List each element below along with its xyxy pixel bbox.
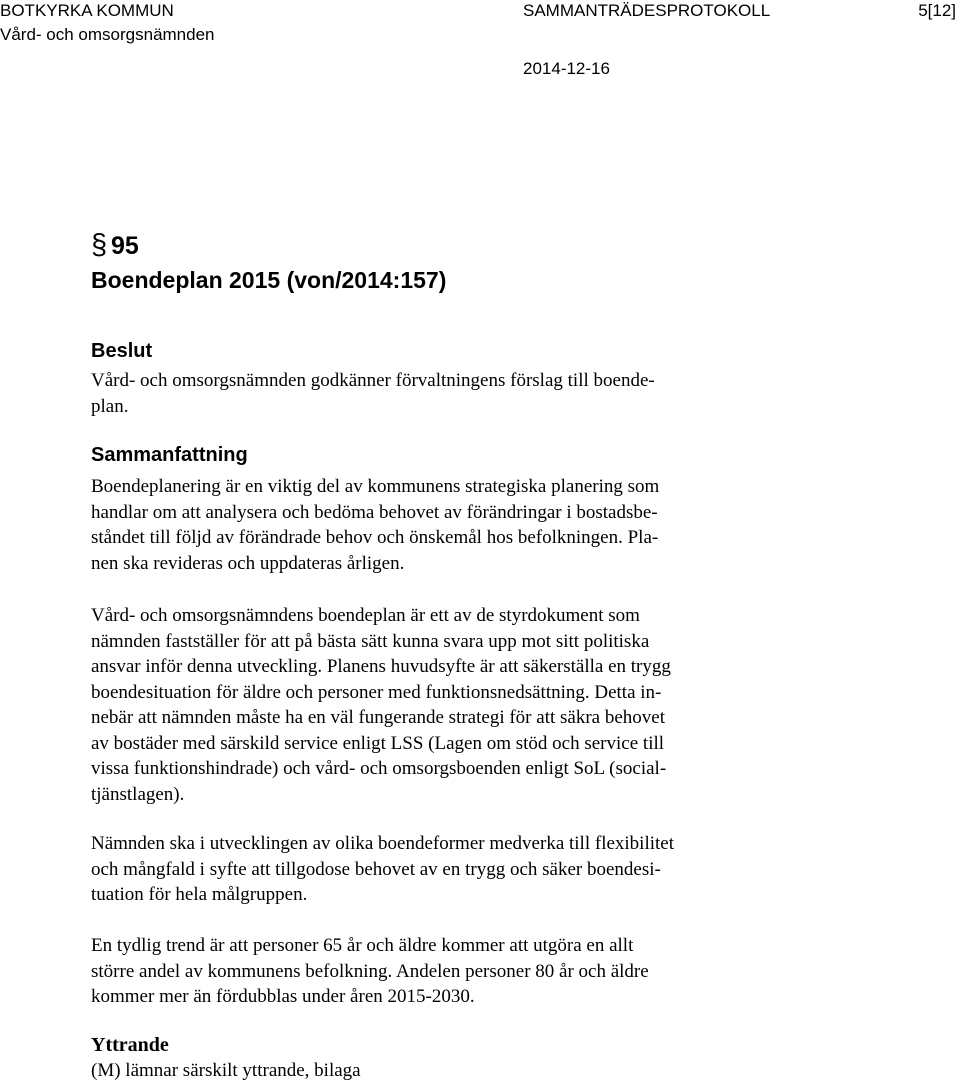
text-line: Vård- och omsorgsnämnden godkänner förvaltningens förslag till boende-: [91, 370, 655, 391]
text-line: boendesituation för äldre och personer med funktionsnedsättning. Detta in-: [91, 681, 662, 703]
text-line: nebär att nämnden måste ha en väl fungerande strategi för att säkra behovet: [91, 707, 665, 728]
beslut-heading: Beslut: [91, 340, 153, 362]
text-line: tjänstlagen).: [91, 783, 185, 805]
text-line: tuation för hela målgruppen.: [91, 884, 308, 905]
summary-paragraph-2: [91, 603, 811, 807]
beslut-text: [91, 368, 811, 419]
text-line: ståndet till följd av förändrade behov och önskemål hos befolkningen. Pla-: [91, 527, 659, 548]
text-line: av bostäder med särskild service enligt LSS (Lagen om stöd och service till: [91, 732, 665, 754]
text-line: ansvar inför denna utveckling. Planens huvudsyfte är att säkerställa en trygg: [91, 656, 671, 677]
sammanfattning-heading: Sammanfattning: [91, 444, 248, 466]
section-title: Boendeplan 2015 (von/2014:157): [91, 267, 447, 293]
text-line: nämnden fastställer för att på bästa sätt kunna svara upp mot sitt politiska: [91, 630, 650, 652]
summary-paragraph-1: [91, 474, 811, 576]
yttrande-text: [91, 1058, 811, 1084]
summary-paragraph-3: [91, 831, 811, 908]
yttrande-heading: Yttrande: [91, 1034, 169, 1056]
board-name: Vård- och omsorgsnämnden: [0, 25, 215, 44]
text-line: vissa funktionshindrade) och vård- och omsorgsboenden enligt SoL (social-: [91, 758, 667, 779]
summary-paragraph-4: [91, 933, 811, 1010]
text-line: Nämnden ska i utvecklingen av olika boendeformer medverka till flexibilitet: [91, 833, 675, 854]
organization-name: BOTKYRKA KOMMUN: [0, 1, 174, 20]
text-line: handlar om att analysera och bedöma behovet av förändringar i bostadsbe-: [91, 501, 658, 523]
section-number: 95: [111, 232, 139, 260]
text-line: kommer mer än fördubblas under åren 2015-2030.: [91, 986, 475, 1007]
text-line: (M) lämnar särskilt yttrande, bilaga: [91, 1060, 361, 1081]
text-line: och mångfald i syfte att tillgodose behovet av en trygg och säker boendesi-: [91, 858, 661, 880]
text-line: En tydlig trend är att personer 65 år och äldre kommer att utgöra en allt: [91, 935, 634, 956]
page-number: 5[12]: [918, 1, 956, 20]
text-line: Vård- och omsorgsnämndens boendeplan är ett av de styrdokument som: [91, 605, 640, 626]
text-line: plan.: [91, 395, 129, 417]
document-type: SAMMANTRÄDESPROTOKOLL: [523, 1, 771, 20]
meeting-date: 2014-12-16: [523, 59, 610, 78]
text-line: Boendeplanering är en viktig del av kommunens strategiska planering som: [91, 476, 660, 497]
section-symbol: §: [91, 229, 108, 261]
text-line: nen ska revideras och uppdateras årligen.: [91, 552, 405, 574]
text-line: större andel av kommunens befolkning. Andelen personer 80 år och äldre: [91, 960, 649, 982]
